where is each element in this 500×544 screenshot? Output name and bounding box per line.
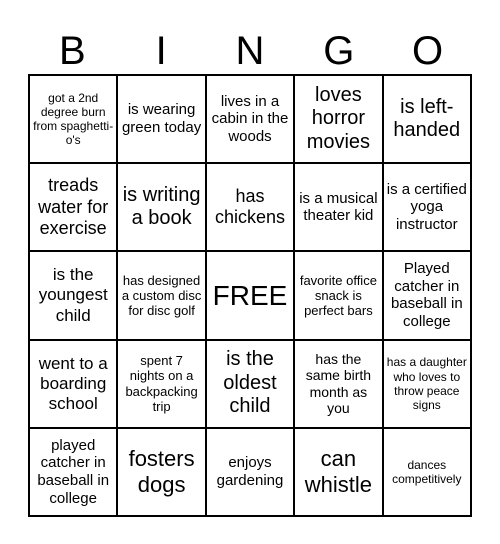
bingo-cell-r5-c1[interactable] [29, 428, 117, 516]
bingo-cell-r1-c1[interactable] [29, 75, 117, 163]
bingo-cell-r3-c5[interactable] [383, 251, 471, 339]
bingo-cell-free[interactable] [206, 251, 294, 339]
cell-text: got a 2nd degree burn from spaghetti-o's [33, 90, 114, 148]
bingo-cell-r3-c1[interactable] [29, 251, 117, 339]
cell-text: is a musical theater kid [299, 189, 378, 225]
cell-text: has chickens [214, 186, 285, 228]
bingo-cell-r1-c3[interactable] [206, 75, 294, 163]
cell-text: enjoys gardening [216, 454, 284, 489]
cell-text: dances competitively [392, 457, 462, 486]
bingo-cell-r4-c2[interactable] [117, 340, 205, 428]
cell-text: loves horror movies [306, 83, 371, 153]
bingo-header [28, 28, 472, 74]
cell-text: is the oldest child [223, 348, 277, 418]
cell-text: treads water for exercise [38, 175, 109, 238]
header-letter-n: N [235, 29, 265, 73]
header-letter-g: G [323, 29, 355, 73]
bingo-cell-r2-c4[interactable] [294, 163, 382, 251]
cell-text: is a certified yoga instructor [386, 180, 467, 234]
bingo-cell-r1-c5[interactable] [383, 75, 471, 163]
bingo-cell-r5-c3[interactable] [206, 428, 294, 516]
cell-text: has a daughter who loves to throw peace signs [386, 355, 467, 412]
header-letter-o: O [412, 29, 444, 73]
bingo-cell-r3-c2[interactable] [117, 251, 205, 339]
cell-text: favorite office snack is perfect bars [299, 272, 377, 319]
bingo-cell-r2-c5[interactable] [383, 163, 471, 251]
cell-text: can whistle [304, 445, 373, 497]
cell-text: spent 7 nights on a backpacking trip [125, 353, 198, 415]
bingo-cell-r1-c2[interactable] [117, 75, 205, 163]
cell-text: fosters dogs [128, 445, 195, 497]
cell-text: is left-handed [393, 95, 461, 142]
cell-text: went to a boarding school [38, 353, 108, 413]
bingo-cell-r3-c4[interactable] [294, 251, 382, 339]
cell-text: is wearing green today [121, 101, 202, 137]
bingo-cell-r2-c2[interactable] [117, 163, 205, 251]
bingo-cell-r5-c5[interactable] [383, 428, 471, 516]
cell-text: lives in a cabin in the woods [211, 92, 289, 145]
bingo-cell-r4-c4[interactable] [294, 340, 382, 428]
cell-text: played catcher in baseball in college [37, 436, 110, 507]
bingo-cell-r5-c4[interactable] [294, 428, 382, 516]
bingo-grid [28, 74, 472, 517]
cell-text: is writing a book [122, 183, 201, 230]
bingo-cell-r4-c1[interactable] [29, 340, 117, 428]
bingo-cell-r4-c5[interactable] [383, 340, 471, 428]
bingo-cell-r5-c2[interactable] [117, 428, 205, 516]
bingo-cell-r2-c3[interactable] [206, 163, 294, 251]
cell-text: has designed a custom disc for disc golf [121, 272, 202, 319]
cell-text: is the youngest child [38, 265, 108, 325]
cell-text: Played catcher in baseball in college [390, 260, 463, 331]
free-space-label: FREE [212, 279, 288, 311]
bingo-cell-r4-c3[interactable] [206, 340, 294, 428]
bingo-cell-r2-c1[interactable] [29, 163, 117, 251]
bingo-cell-r1-c4[interactable] [294, 75, 382, 163]
header-letter-b: B [59, 29, 86, 73]
header-letter-i: I [155, 29, 167, 73]
cell-text: has the same birth month as you [305, 350, 372, 417]
